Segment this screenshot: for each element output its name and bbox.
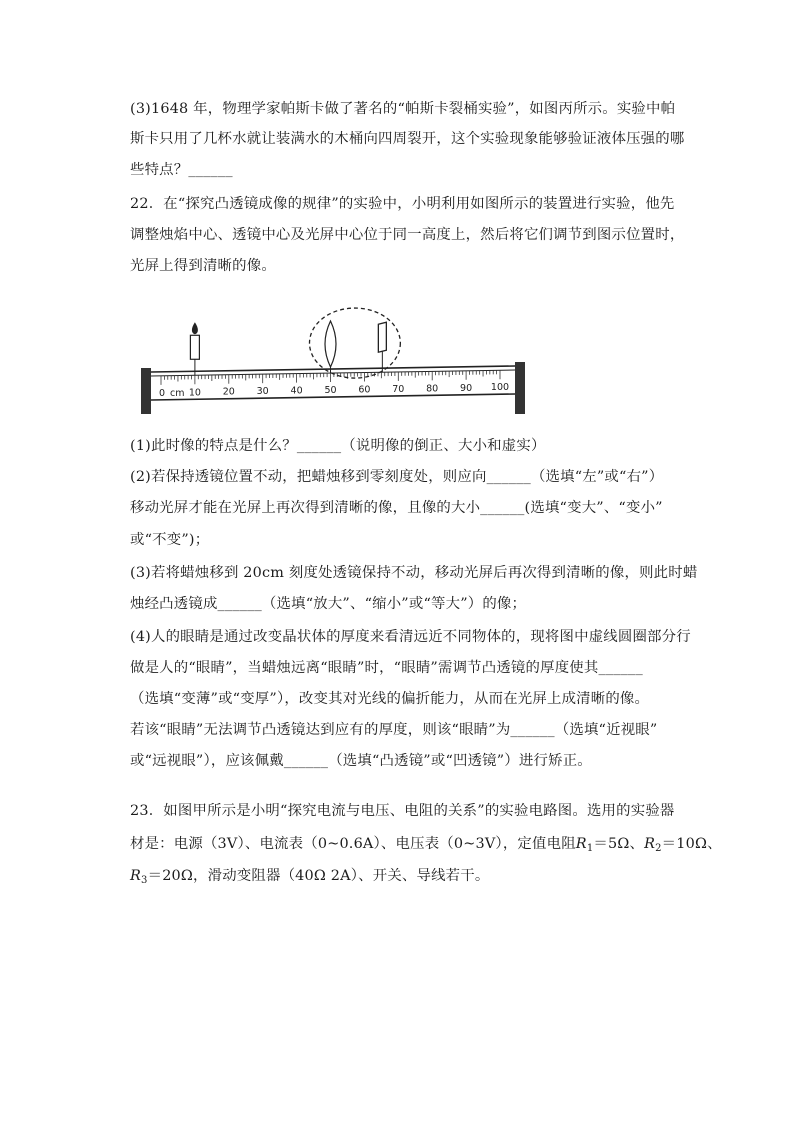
candle-body — [190, 335, 199, 359]
q23-line3-rest: ＝20Ω，滑动变阻器（40Ω 2A）、开关、导线若干。 — [147, 868, 490, 884]
r2-subscript: 2 — [655, 843, 662, 854]
q23-line2 — [130, 834, 722, 859]
q22-question-2-line1: (2)若保持透镜位置不动，把蜡烛移到零刻度处，则应向______（选填“左”或“右”） — [130, 469, 664, 485]
ruler-tick-label: 60 — [358, 384, 371, 396]
q22-question-2-line3: 或“不变”)； — [130, 532, 210, 548]
ruler-tick-label: 20 — [222, 386, 235, 398]
ruler-tick-label: 70 — [392, 383, 405, 395]
optical-bench-svg — [135, 318, 535, 418]
ruler-unit-label: cm — [170, 387, 185, 399]
convex-lens — [325, 321, 336, 373]
ruler-tick-label: 80 — [426, 383, 439, 395]
r1-symbol: R — [575, 836, 587, 852]
ruler-tick-label: 30 — [256, 386, 269, 398]
ruler-tick-label: 90 — [460, 382, 473, 394]
q23-line3 — [130, 866, 489, 891]
q23-line2-text: 材是：电源（3V）、电流表（0~0.6A）、电压表（0~3V），定值电阻 — [130, 836, 576, 852]
q21-part3-line3: 些特点？______ — [130, 162, 233, 178]
q22-question-4-line1: (4)人的眼睛是通过改变晶状体的厚度来看清远近不同物体的，现将图中虚线圆圈部分行 — [130, 629, 691, 645]
q22-question-4-line3: （选填“变薄”或“变厚”），改变其对光线的偏折能力，从而在光屏上成清晰的像。 — [130, 691, 650, 707]
ruler-tick-label: 50 — [324, 385, 337, 397]
q22-intro-line2: 调整烛焰中心、透镜中心及光屏中心位于同一高度上，然后将它们调节到图示位置时， — [130, 227, 685, 243]
r2-value: ＝10Ω、 — [661, 836, 722, 852]
lens-outline — [325, 321, 336, 367]
q22-intro-line1: 22．在“探究凸透镜成像的规律”的实验中，小明利用如图所示的装置进行实验，他先 — [130, 196, 675, 212]
optical-bench-figure — [135, 318, 535, 418]
r3-symbol: R — [130, 868, 142, 884]
r1-subscript: 1 — [586, 843, 594, 854]
ruler-tick-label: 10 — [188, 387, 201, 399]
candle-flame — [192, 322, 198, 334]
q23-line1: 23．如图甲所示是小明“探究电流与电压、电阻的关系”的实验电路图。选用的实验器 — [130, 803, 675, 819]
q22-question-2-line2: 移动光屏才能在光屏上再次得到清晰的像，且像的大小______(选填“变大”、“变小” — [130, 500, 663, 516]
q22-question-4-line2: 做是人的“眼睛”，当蜡烛远离“眼睛”时，“眼睛”需调节凸透镜的厚度使其______ — [130, 660, 643, 676]
ruler-tick-label: 100 — [490, 382, 510, 394]
light-screen — [378, 322, 386, 372]
q22-question-4-line4: 若该“眼睛”无法调节凸透镜达到应有的厚度，则该“眼睛”为______（选填“近视眼” — [130, 722, 658, 738]
q22-question-4-line5: 或“远视眼”），应该佩戴______（选填“凸透镜”或“凹透镜”）进行矫正。 — [130, 753, 592, 769]
q22-question-3-line1: (3)若将蜡烛移到 20cm 刻度处透镜保持不动，移动光屏后再次得到清晰的像，则此时蜡 — [130, 565, 698, 581]
q22-question-3-line2: 烛经凸透镜成______（选填“放大”、“缩小”或“等大”）的像； — [130, 596, 527, 612]
r2-symbol: R — [644, 836, 656, 852]
r1-value: ＝5Ω、 — [593, 836, 645, 852]
q21-part3-line2: 斯卡只用了几杯水就让装满水的木桶向四周裂开，这个实验现象能够验证液体压强的哪 — [130, 131, 685, 147]
r3-subscript: 3 — [141, 875, 148, 886]
candle — [190, 322, 199, 375]
ruler-tick-label: 0 — [159, 387, 166, 399]
q22-intro-line3: 光屏上得到清晰的像。 — [130, 258, 276, 274]
right-stand — [515, 362, 525, 414]
screen-board — [378, 322, 386, 352]
ruler-tick-label: 40 — [290, 385, 303, 397]
left-stand — [141, 368, 151, 414]
q21-part3-line1: (3)1648 年，物理学家帕斯卡做了著名的“帕斯卡裂桶实验”，如图丙所示。实验中帕 — [130, 101, 676, 117]
q22-question-1: (1)此时像的特点是什么？______（说明像的倒正、大小和虚实） — [130, 438, 546, 454]
